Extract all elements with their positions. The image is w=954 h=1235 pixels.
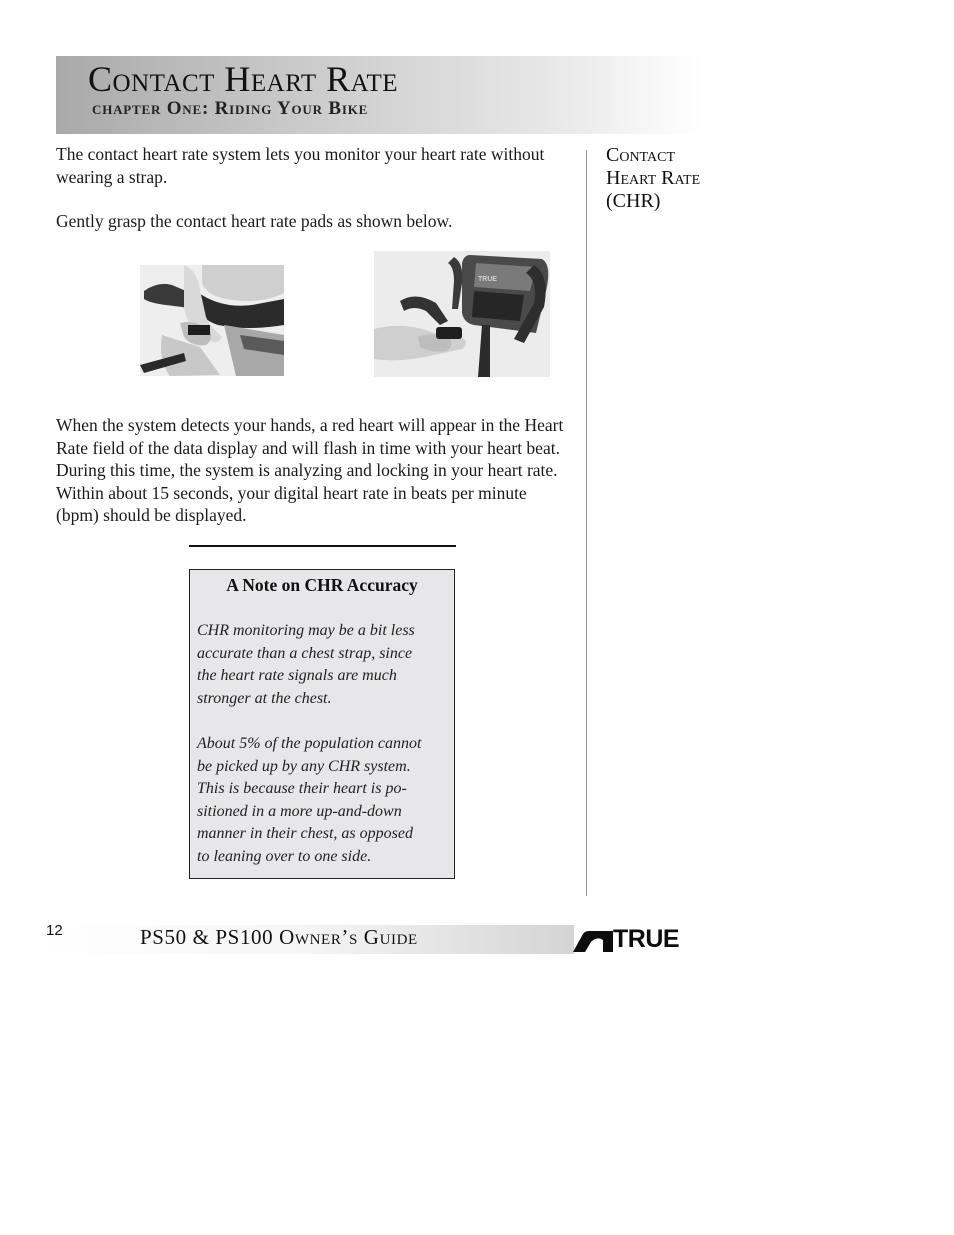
hands-on-console-grips-photo-icon: [374, 251, 550, 377]
detection-paragraph: When the system detects your hands, a red heart will appear in the Heart Rate field of the data display and will flash in time with your heart beat. During this time, the system is analyzing and locking in your heart rate. Within about 15 seconds, your digital heart rate in beats per minute (bpm) should be displayed.: [56, 415, 564, 526]
note-line: to leaning over to one side.: [197, 847, 372, 865]
sidebar-heading-line: Heart Rate: [606, 167, 701, 189]
sidebar-section-heading: [606, 144, 756, 213]
brand-wordmark: TRUE: [613, 925, 680, 953]
note-line: sitioned in a more up-and-down: [197, 802, 402, 820]
note-line: accurate than a chest strap, since: [197, 644, 413, 662]
note-paragraph: [197, 620, 449, 710]
hands-on-seat-grips-photo-icon: [140, 265, 284, 376]
note-top-rule: [189, 545, 456, 547]
note-line: stronger at the chest.: [197, 689, 332, 707]
note-line: be picked up by any CHR system.: [197, 757, 411, 775]
seat-grips-photo: [140, 265, 284, 376]
chapter-subtitle: chapter One: Riding Your Bike: [92, 98, 369, 119]
note-paragraph: [197, 733, 449, 869]
accuracy-note-box: [189, 569, 455, 879]
sidebar-heading-line: (CHR): [606, 190, 661, 212]
intro-paragraph: The contact heart rate system lets you monitor your heart rate without wearing a strap.: [56, 144, 545, 187]
true-brand-logo: [573, 925, 715, 954]
sidebar-heading-line: Contact: [606, 144, 675, 166]
note-title: A Note on CHR Accuracy: [226, 575, 418, 595]
grasp-instruction-paragraph: Gently grasp the contact heart rate pads as shown below.: [56, 211, 453, 231]
column-divider: [586, 150, 587, 896]
console-grips-photo: [374, 251, 550, 377]
chapter-header-band: [56, 56, 702, 134]
note-line: CHR monitoring may be a bit less: [197, 622, 415, 639]
note-line: About 5% of the population cannot: [197, 735, 422, 752]
note-line: This is because their heart is po-: [197, 780, 407, 798]
true-logo-mark-icon: [573, 930, 613, 952]
page-number: 12: [46, 922, 63, 939]
note-line: manner in their chest, as opposed: [197, 825, 413, 843]
note-line: the heart rate signals are much: [197, 667, 397, 685]
page-title: Contact Heart Rate: [88, 59, 398, 99]
guide-title: PS50 & PS100 Owner’s Guide: [140, 925, 418, 949]
svg-text:TRUE: TRUE: [478, 276, 498, 283]
